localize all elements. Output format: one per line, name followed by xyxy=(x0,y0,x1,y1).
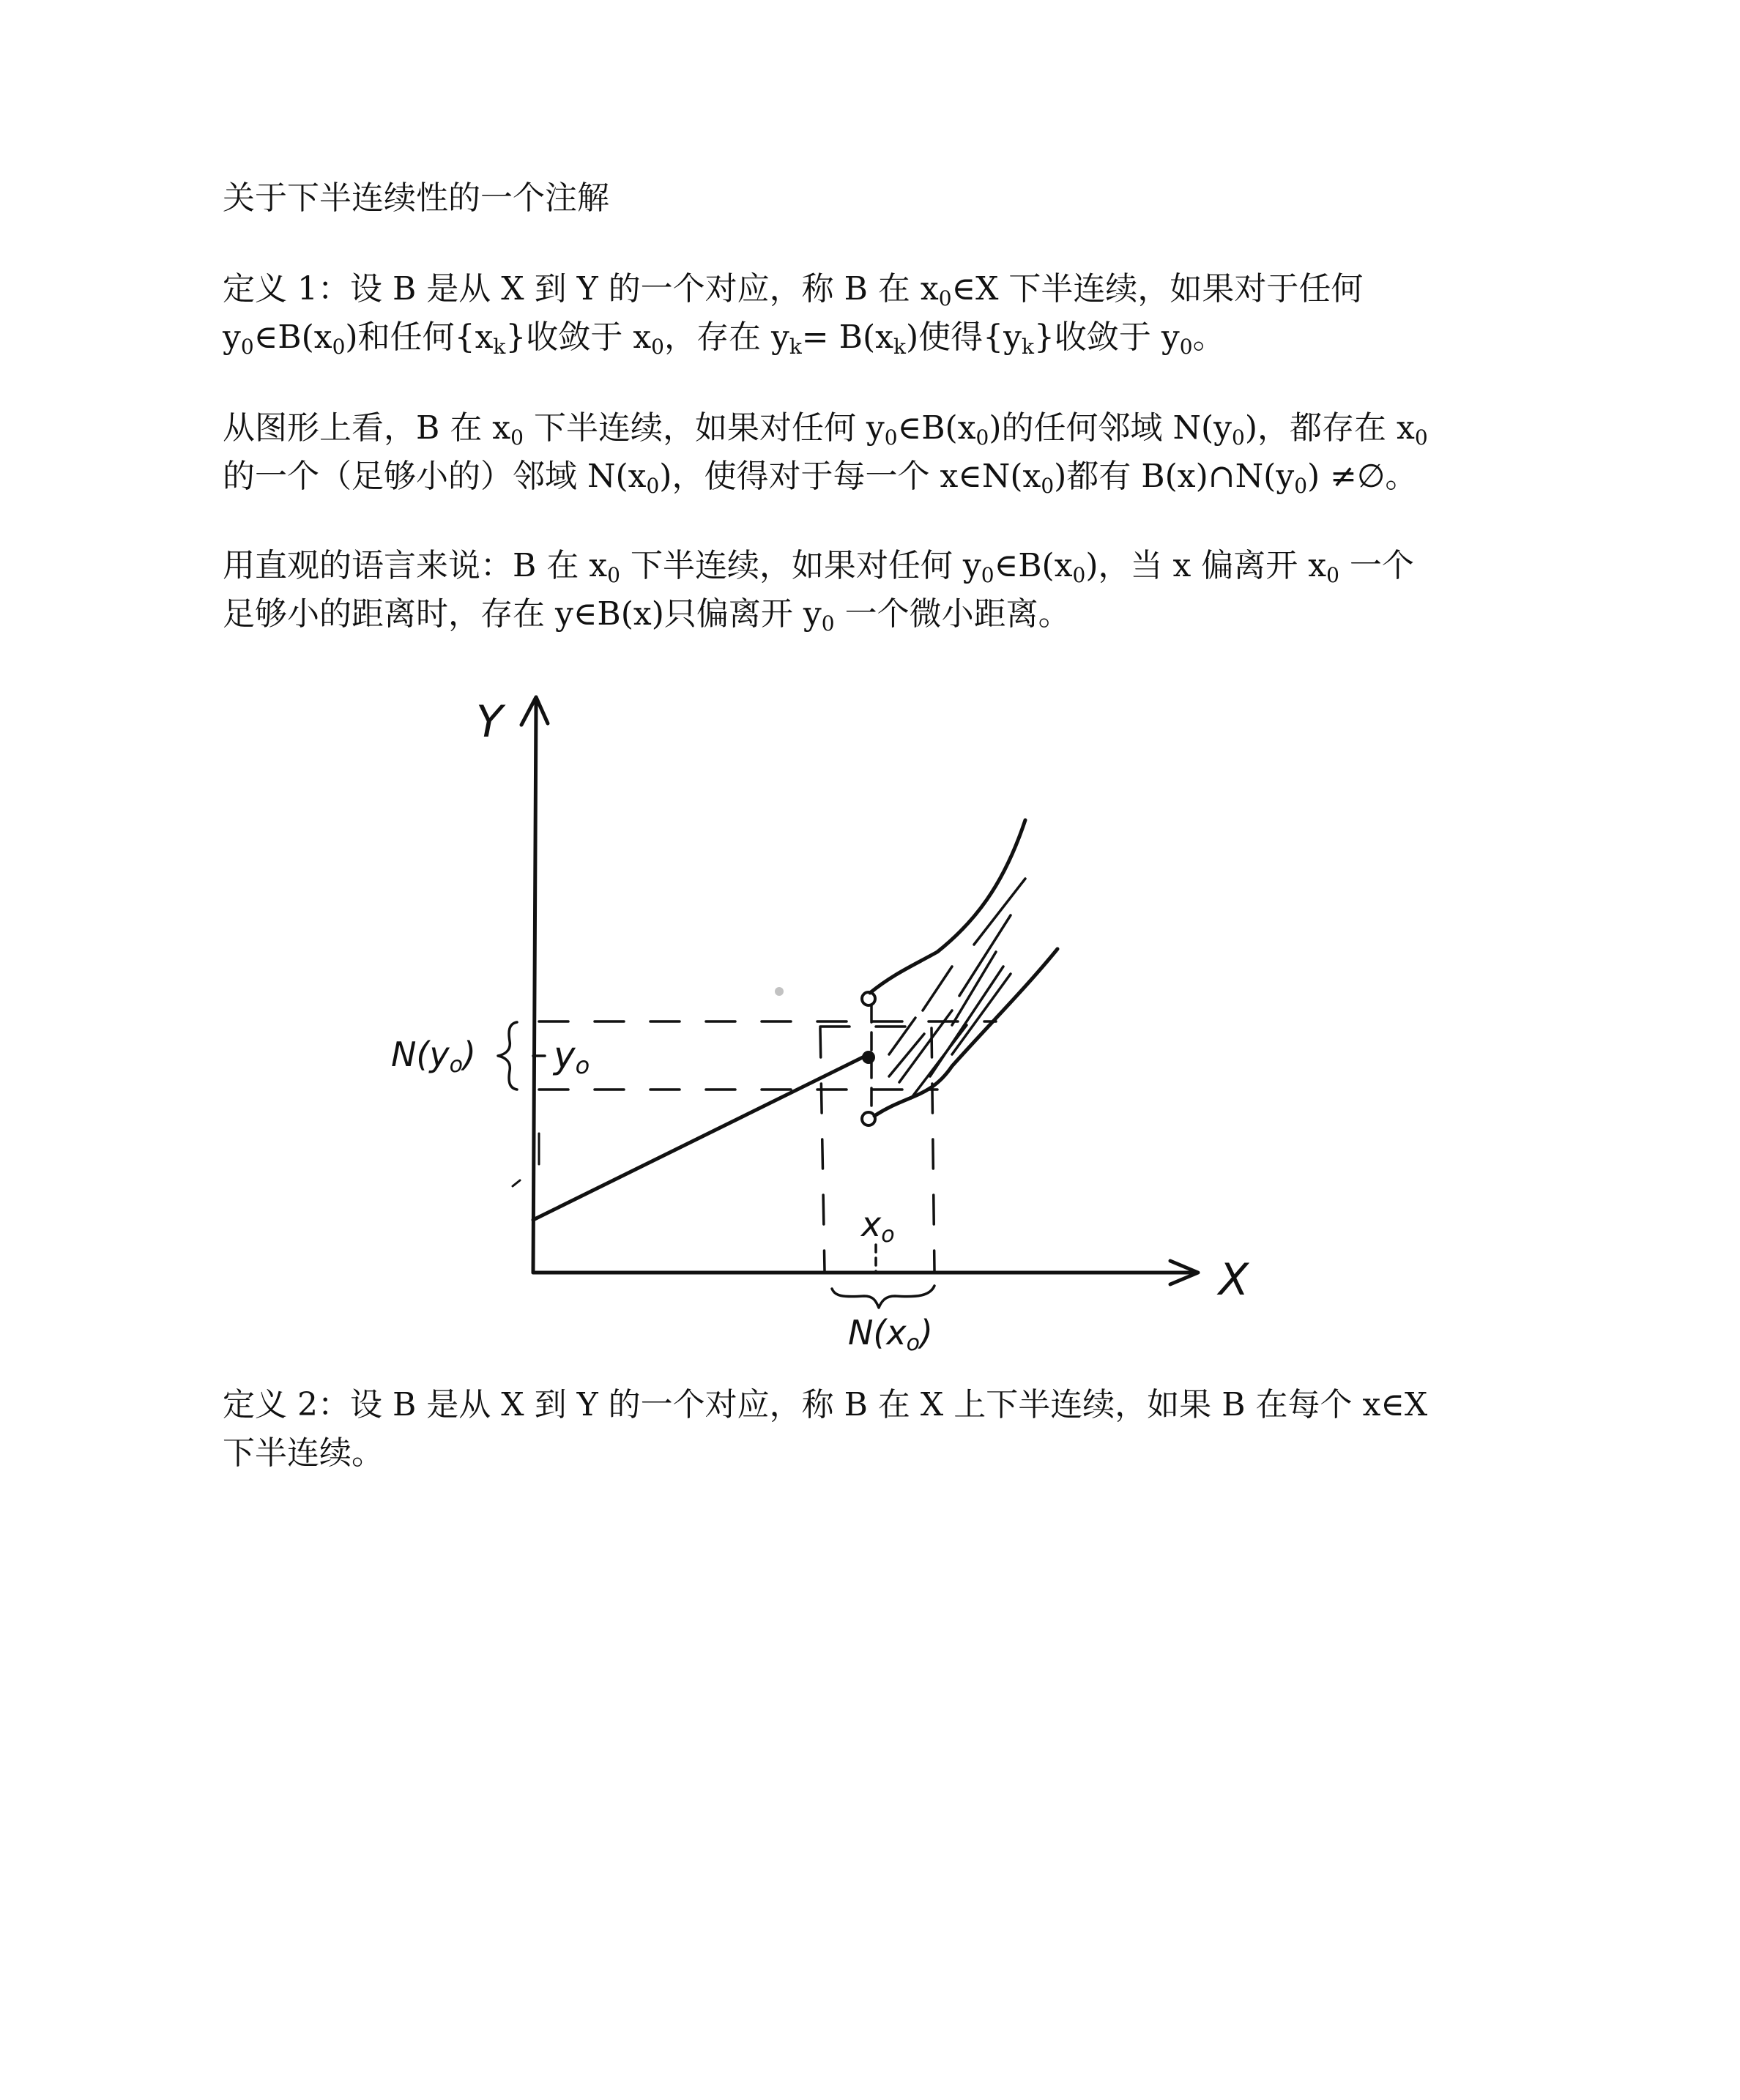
document-title: 关于下半连续性的一个注解 xyxy=(223,179,609,217)
lower-line xyxy=(533,1056,866,1220)
n-y0-brace xyxy=(498,1022,517,1090)
intuitive-line-1: 用直观的语言来说：B 在 $x_0$ 下半连续，如果对任何 $y_0\in B(x_0)$，当 x 偏离开 $x_0$ 一个 xyxy=(223,547,1414,587)
filled-dot-y0 xyxy=(862,1051,875,1064)
lower-curve xyxy=(874,949,1057,1116)
hatching xyxy=(889,879,1025,1098)
y-axis-label: Y xyxy=(476,696,503,748)
definition-1-line-1: 定义 1：设 B 是从 X 到 Y 的一个对应，称 B 在 $x_0\in X$ 下半连续，如果对于任何 xyxy=(223,270,1364,310)
n-x0-label: N(xo) xyxy=(848,1313,933,1355)
definition-2 xyxy=(223,1381,1526,1478)
geometric-line-1: 从图形上看，B 在 $x_0$ 下半连续，如果对任何 $y_0\in B(x_0)$的任何邻域 $N(y_0)$，都存在 $x_0$ xyxy=(223,409,1428,450)
definition-2-line-1: 定义 2：设 B 是从 X 到 Y 的一个对应，称 B 在 X 上下半连续，如果 B 在每个 x∈X xyxy=(223,1386,1428,1423)
definition-2-line-2: 下半连续。 xyxy=(223,1434,384,1472)
y-axis xyxy=(533,703,536,1273)
definition-1 xyxy=(223,265,1526,362)
geometric-line-2: 的一个（足够小的）邻域 $N(x_0)$，使得对于每一个 $x\in N(x_0)$都有 $B(x)\cap N(y_0)$ ≠∅。 xyxy=(223,458,1418,498)
n-x0-brace xyxy=(832,1286,934,1308)
lower-hemicontinuity-figure xyxy=(352,681,1289,1355)
y0-label: yo xyxy=(554,1034,590,1079)
n-y0-dashes xyxy=(539,1021,996,1090)
n-y0-label: N(yo) xyxy=(391,1035,476,1078)
open-circle-bottom xyxy=(862,1112,875,1125)
open-circle-top xyxy=(862,992,875,1005)
y-tick xyxy=(513,1180,520,1186)
x-axis-label: X xyxy=(1219,1254,1249,1306)
definition-1-line-2: $y_0\in B(x_0)$和任何$\{x_k\}$收敛于 $x_0$，存在 $y_k= B(x_k)$使得$\{y_k\}$收敛于 $y_0$。 xyxy=(223,319,1225,359)
intuitive-line-2: 足够小的距离时，存在 y∈B(x)只偏离开 $y_0$ 一个微小距离。 xyxy=(223,595,1071,636)
x0-label: xo xyxy=(861,1204,895,1248)
geometric-interpretation xyxy=(223,404,1526,501)
smudge xyxy=(775,987,784,996)
intuitive-interpretation xyxy=(223,542,1526,638)
